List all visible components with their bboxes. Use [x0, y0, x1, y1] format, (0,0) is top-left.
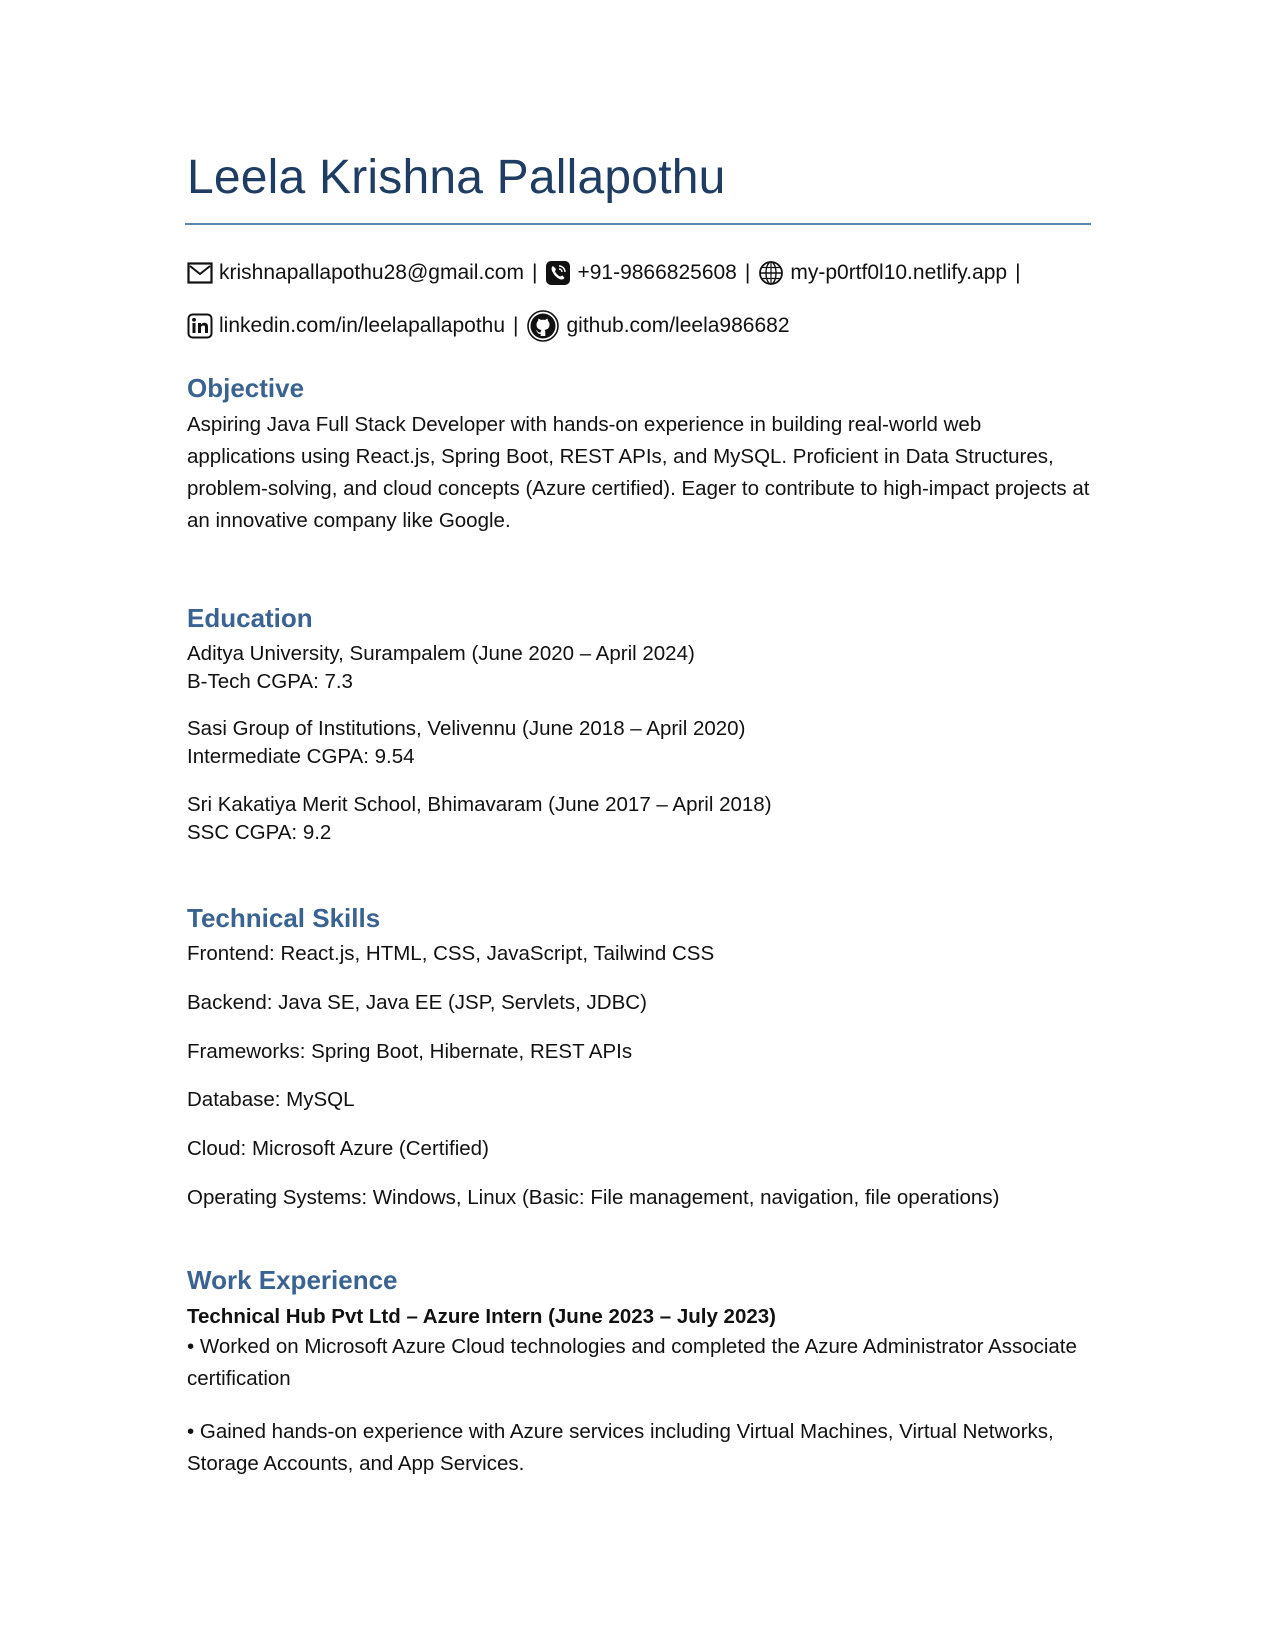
contact-line-1 [187, 260, 1029, 286]
skill-item: Frontend: React.js, HTML, CSS, JavaScript, Tailwind CSS [187, 942, 715, 965]
education-detail: Intermediate CGPA: 9.54 [187, 745, 415, 768]
experience-role: Technical Hub Pvt Ltd – Azure Intern (June 2023 – July 2023) [187, 1305, 776, 1328]
education-institution: Sasi Group of Institutions, Velivennu (June 2018 – April 2020) [187, 717, 746, 740]
candidate-name: Leela Krishna Pallapothu [187, 151, 726, 204]
education-institution: Aditya University, Surampalem (June 2020 – April 2024) [187, 642, 695, 665]
linkedin-link[interactable]: linkedin.com/in/leelapallapothu [219, 314, 506, 337]
mail-icon [187, 260, 213, 286]
skills-heading: Technical Skills [187, 903, 381, 933]
globe-icon [758, 260, 784, 286]
education-detail: B-Tech CGPA: 7.3 [187, 670, 353, 693]
education-detail: SSC CGPA: 9.2 [187, 821, 332, 844]
skill-item: Database: MySQL [187, 1088, 355, 1111]
github-icon [527, 310, 559, 342]
phone-icon [545, 260, 571, 286]
experience-bullet: • Gained hands-on experience with Azure services including Virtual Machines, Virtual Networks, Storage Accounts, and App Services. [187, 1420, 1054, 1475]
skill-item: Backend: Java SE, Java EE (JSP, Servlets, JDBC) [187, 991, 647, 1014]
name-divider [185, 223, 1091, 225]
education-institution: Sri Kakatiya Merit School, Bhimavaram (June 2017 – April 2018) [187, 793, 772, 816]
skill-item: Operating Systems: Windows, Linux (Basic: File management, navigation, file operations) [187, 1186, 1000, 1209]
skill-item: Cloud: Microsoft Azure (Certified) [187, 1137, 489, 1160]
education-heading: Education [187, 603, 313, 633]
separator: | [513, 314, 519, 337]
skill-item: Frameworks: Spring Boot, Hibernate, REST APIs [187, 1040, 633, 1063]
linkedin-icon [187, 313, 213, 339]
objective-body: Aspiring Java Full Stack Developer with hands-on experience in building real-world web applications using React.js, Spring Boot, REST APIs, and MySQL. Proficient in Data Structures, problem-solving, and cloud concepts (Azure certified). Eager to contribute to high-impact projects at an innovative company like Google. [187, 413, 1090, 532]
portfolio-link[interactable]: my-p0rtf0l10.netlify.app [790, 261, 1008, 284]
contact-line-2 [187, 310, 790, 342]
objective-heading: Objective [187, 373, 305, 403]
separator: | [1015, 261, 1021, 284]
separator: | [531, 261, 538, 284]
separator: | [744, 261, 751, 284]
experience-bullet: • Worked on Microsoft Azure Cloud technologies and completed the Azure Administrator Associate certification [187, 1335, 1077, 1390]
email-link[interactable]: krishnapallapothu28@gmail.com [219, 261, 524, 284]
phone-number[interactable]: +91-9866825608 [577, 261, 737, 284]
github-link[interactable]: github.com/leela986682 [566, 314, 790, 337]
experience-heading: Work Experience [187, 1265, 398, 1295]
